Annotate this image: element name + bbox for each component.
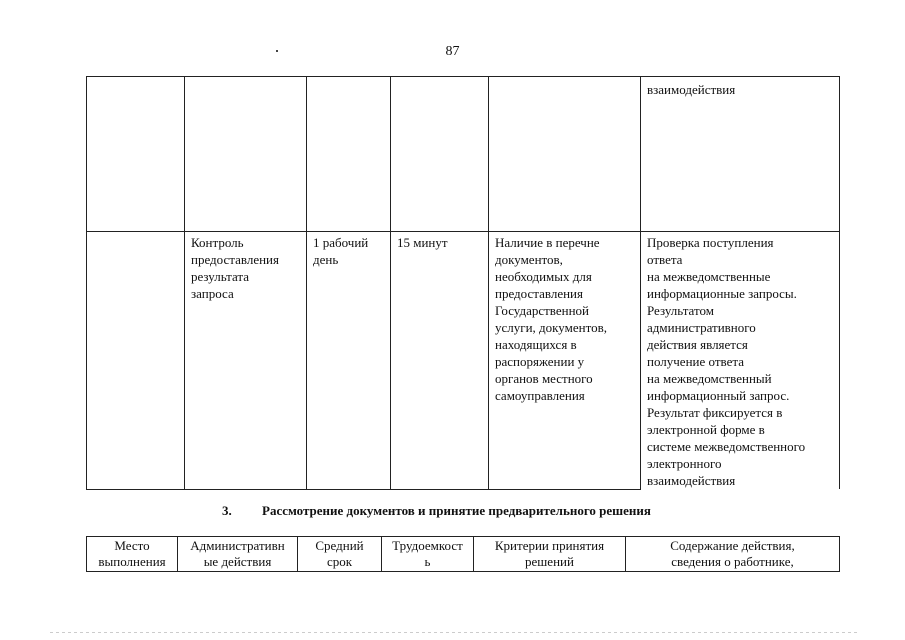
labor-cell xyxy=(391,77,489,232)
place-cell xyxy=(87,232,185,490)
content-cell xyxy=(641,232,840,490)
table-row xyxy=(87,77,840,232)
content-text: Проверка поступления ответа на межведомственные информационные запросы. Результатом административного действия является получение ответа на межведомственный информационный запрос. Результат фиксируется в электронной форме в системе межведомственного электронного взаимодействия xyxy=(647,235,806,488)
header-labor: Трудоемкост ь xyxy=(382,537,474,572)
table-header-row xyxy=(87,537,840,572)
term-text: 1 рабочий день xyxy=(313,235,369,267)
section-title: Рассмотрение документов и принятие предварительного решения xyxy=(262,503,651,518)
scan-artifact-line xyxy=(50,632,860,633)
place-cell xyxy=(87,77,185,232)
criteria-text: Наличие в перечне документов, необходимых для предоставления Государственной услуги, документов, находящихся в распоряжении у органов местного самоуправления xyxy=(495,235,607,403)
procedure-table-continued xyxy=(86,76,840,490)
table-row xyxy=(87,232,840,490)
action-cell xyxy=(185,232,307,490)
criteria-cell xyxy=(489,77,641,232)
page-number: 87 xyxy=(445,44,460,59)
header-actions: Административн ые действия xyxy=(178,537,298,572)
header-term: Средний срок xyxy=(298,537,382,572)
criteria-cell xyxy=(489,232,641,490)
header-place: Место выполнения xyxy=(87,537,178,572)
content-text: взаимодействия xyxy=(647,82,736,97)
term-cell xyxy=(307,77,391,232)
header-criteria: Критерии принятия решений xyxy=(474,537,626,572)
scan-dot xyxy=(276,50,278,52)
labor-cell xyxy=(391,232,489,490)
header-content: Содержание действия, сведения о работнике, xyxy=(626,537,840,572)
labor-text: 15 минут xyxy=(397,235,448,250)
section-number: 3. xyxy=(222,503,232,518)
action-cell xyxy=(185,77,307,232)
section-heading xyxy=(222,503,651,519)
action-text: Контроль предоставления результата запроса xyxy=(191,235,279,301)
content-cell xyxy=(641,77,840,232)
procedure-table-header xyxy=(86,536,840,572)
term-cell xyxy=(307,232,391,490)
